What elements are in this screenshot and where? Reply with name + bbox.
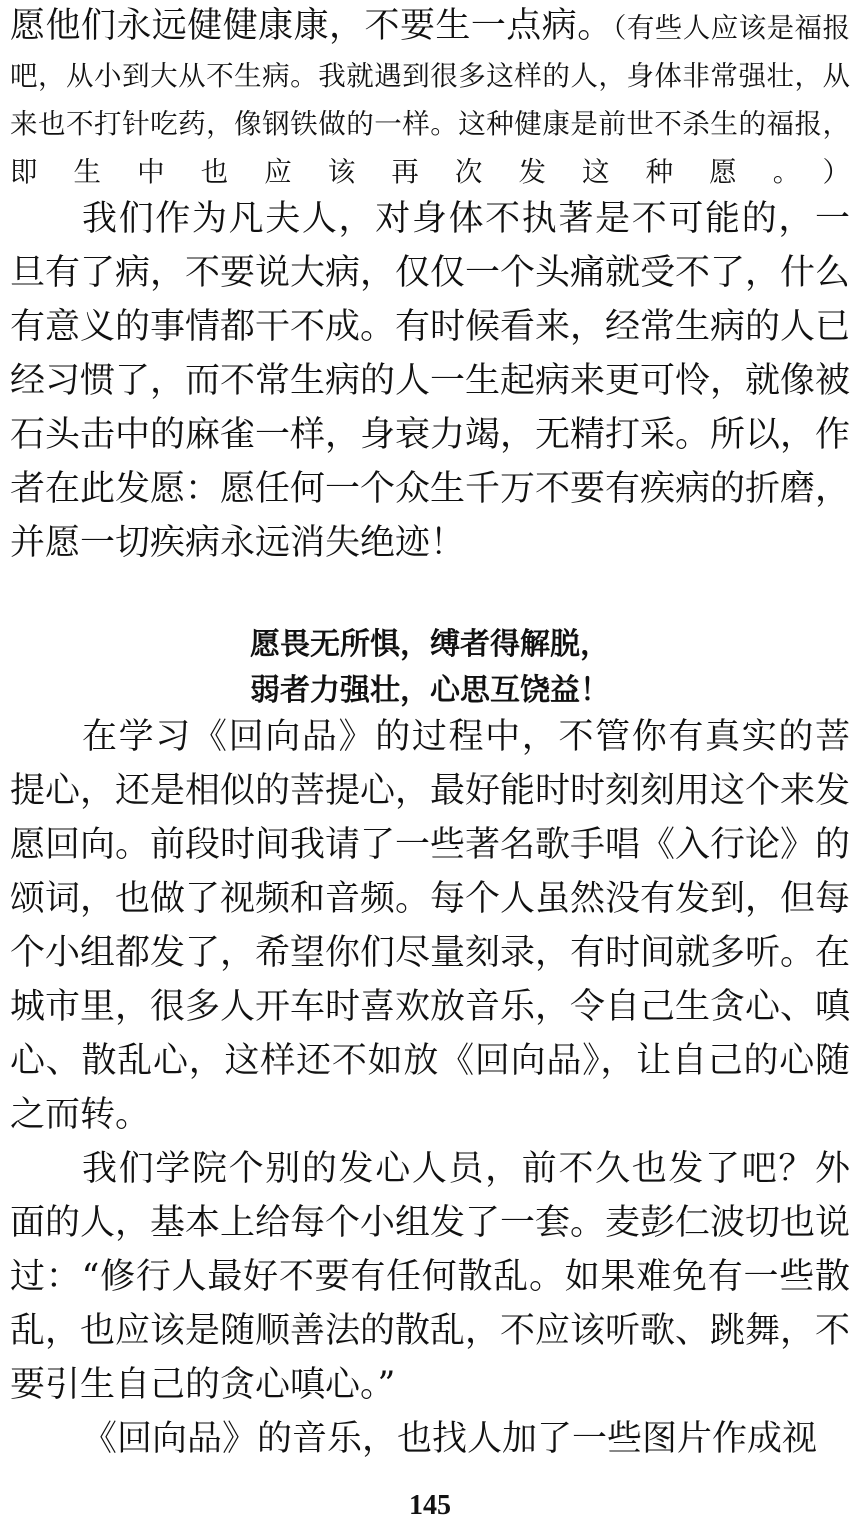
top-paragraph <box>10 2 850 196</box>
verse-line-1: 愿畏无所惧，缚者得解脱， <box>250 627 610 662</box>
top-paragraph-note: （有些人应该是福报吧，从小到大从不生病。我就遇到很多这样的人，身体非常强壮，从来也不打针吃药，像钢铁做的一样。这种健康是前世不杀生的福报，即生中也应该再次发这种愿。） <box>10 12 851 188</box>
page-number: 145 <box>409 1490 451 1521</box>
paragraph-dedication-music: 在学习《回向品》的过程中，不管你有真实的菩提心，还是相似的菩提心，最好能时时刻刻用这个来发愿回向。前段时间我请了一些著名歌手唱《入行论》的颂词，也做了视频和音频。每个人虽然没有发到，但每个小组都发了，希望你们尽量刻录，有时间就多听。在城市里，很多人开车时喜欢放音乐，令自己生贪心、嗔心、散乱心，这样还不如放《回向品》，让自己的心随之而转。 <box>10 717 851 1135</box>
verse-line-2: 弱者力强壮，心思互饶益！ <box>250 673 610 708</box>
top-paragraph-lead: 愿他们永远健健康康，不要生一点病。 <box>10 6 613 46</box>
verse-block <box>0 622 860 714</box>
paragraph-illness: 我们作为凡夫人，对身体不执著是不可能的，一旦有了病，不要说大病，仅仅一个头痛就受不了，什么有意义的事情都干不成。有时候看来，经常生病的人已经习惯了，而不常生病的人一生起病来更可怜，就像被石头击中的麻雀一样，身衰力竭，无精打采。所以，作者在此发愿：愿任何一个众生千万不要有疾病的折磨，并愿一切疾病永远消失绝迹！ <box>10 199 851 563</box>
paragraph-group-2 <box>10 710 850 1466</box>
paragraph-group-1 <box>10 192 850 570</box>
paragraph-academy-members: 我们学院个别的发心人员，前不久也发了吧？外面的人，基本上给每个小组发了一套。麦彭仁波切也说过：“修行人最好不要有任何散乱。如果难免有一些散乱，也应该是随顺善法的散乱，不应该听歌、跳舞，不要引生自己的贪心嗔心。” <box>10 1149 851 1405</box>
paragraph-video: 《回向品》的音乐，也找人加了一些图片作成视 <box>82 1419 818 1459</box>
